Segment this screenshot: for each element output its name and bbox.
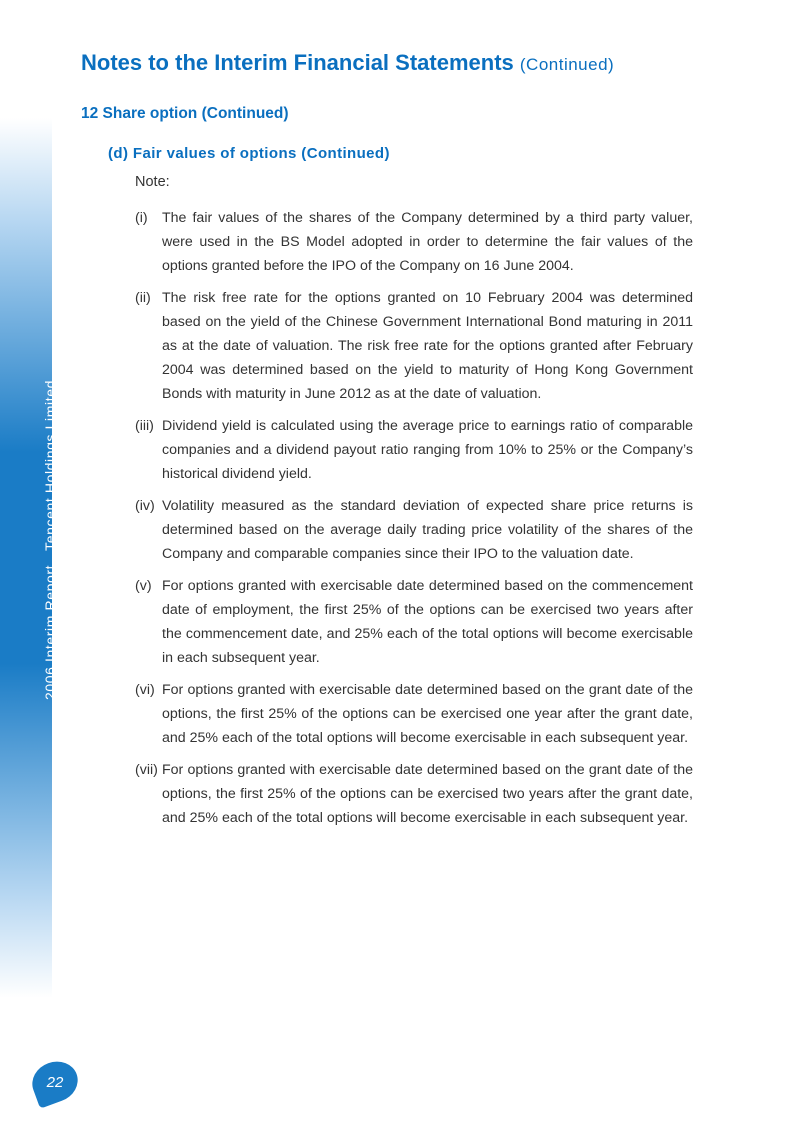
note-marker: (i)	[135, 210, 148, 226]
note-text: The risk free rate for the options granted on 10 February 2004 was determined based on the yield of the Chinese Government International Bond maturing in 2011 as at the date of valuation. The risk free rate for the options granted after February 2004 was determined based on the yield to maturity of Hong Kong Government Bonds with maturity in June 2012 as at the date of valuation.	[162, 290, 693, 402]
notes-list	[135, 206, 693, 838]
note-text: The fair values of the shares of the Company determined by a third party valuer, were used in the BS Model adopted in order to determine the fair values of the options granted before the IPO of the Company on 16 June 2004.	[162, 210, 693, 274]
note-item	[135, 758, 693, 830]
note-item	[135, 678, 693, 750]
page-title-continued: (Continued)	[519, 55, 615, 74]
subsection-heading: (d) Fair values of options (Continued)	[108, 145, 390, 162]
note-text: Volatility measured as the standard deviation of expected share price returns is determined based on the average daily trading price volatility of the shares of the Company and comparable companies since their IPO to the valuation date.	[162, 498, 693, 562]
section-title: 12 Share option	[81, 105, 198, 122]
side-tab-text	[42, 380, 58, 700]
note-marker: (v)	[135, 578, 152, 594]
page-number: 22	[46, 1073, 64, 1091]
note-marker: (iii)	[135, 418, 154, 434]
note-item	[135, 286, 693, 406]
note-marker: (iv)	[135, 498, 155, 514]
note-marker: (ii)	[135, 290, 151, 306]
note-text: For options granted with exercisable date determined based on the grant date of the options, the first 25% of the options can be exercised two years after the grant date, and 25% each of the total options will become exercisable in each subsequent year.	[162, 762, 693, 826]
section-heading	[81, 105, 289, 123]
note-text: Dividend yield is calculated using the average price to earnings ratio of comparable companies and a dividend payout ratio ranging from 10% to 25% or the Company’s historical dividend yield.	[162, 418, 693, 482]
note-marker: (vi)	[135, 682, 155, 698]
note-item	[135, 574, 693, 670]
report-name: 2006 Interim Report	[42, 564, 58, 700]
note-label: Note:	[135, 174, 170, 190]
note-item	[135, 206, 693, 278]
page-title	[81, 50, 614, 76]
page-title-text: Notes to the Interim Financial Statements	[81, 50, 514, 75]
note-text: For options granted with exercisable date determined based on the grant date of the options, the first 25% of the options can be exercised one year after the grant date, and 25% each of the total options will become exercisable in each subsequent year.	[162, 682, 693, 746]
note-text: For options granted with exercisable date determined based on the commencement date of employment, the first 25% of the options can be exercised two years after the commencement date, and 25% each of the total options will become exercisable in each subsequent year.	[162, 578, 693, 666]
note-item	[135, 414, 693, 486]
note-marker: (vii)	[135, 762, 158, 778]
note-item	[135, 494, 693, 566]
section-continued: (Continued)	[201, 105, 289, 122]
company-name: Tencent Holdings Limited	[42, 380, 58, 551]
